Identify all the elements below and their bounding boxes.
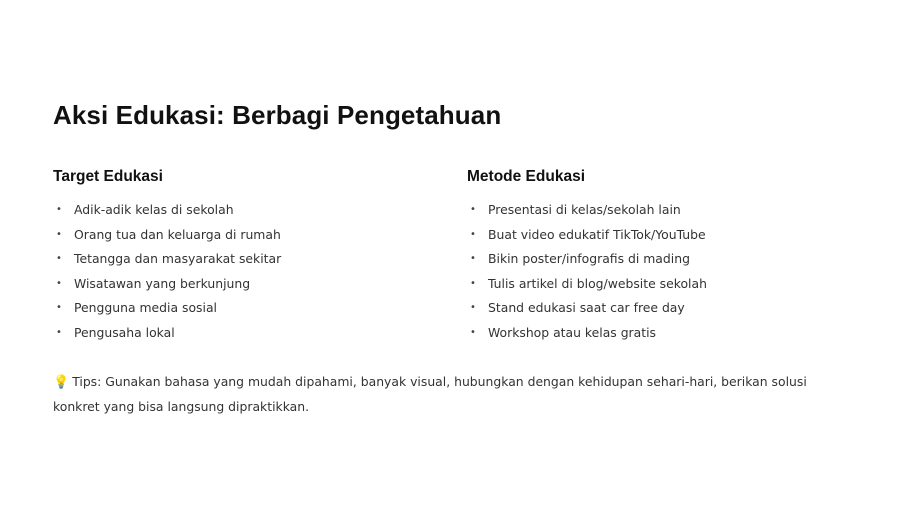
list-item-text: Pengusaha lokal xyxy=(74,324,175,340)
bullet-icon: • xyxy=(470,302,476,314)
metode-edukasi-column xyxy=(467,166,847,346)
bullet-icon: • xyxy=(56,228,62,240)
list-item-text: Pengguna media sosial xyxy=(74,300,217,316)
metode-edukasi-heading: Metode Edukasi xyxy=(467,168,585,185)
bullet-icon: • xyxy=(470,228,476,240)
list-item-text: Presentasi di kelas/sekolah lain xyxy=(488,202,681,217)
list-item xyxy=(53,321,433,346)
list-item-text: Workshop atau kelas gratis xyxy=(488,324,656,340)
tips-paragraph xyxy=(53,370,853,419)
list-item xyxy=(467,321,847,346)
bullet-icon: • xyxy=(470,204,476,215)
list-item-text: Adik-adik kelas di sekolah xyxy=(74,202,234,217)
bullet-icon: • xyxy=(56,302,62,314)
list-item xyxy=(467,198,847,223)
list-item-text: Bikin poster/infografis di mading xyxy=(488,251,690,267)
bullet-icon: • xyxy=(470,253,476,265)
bullet-icon: • xyxy=(56,326,62,338)
list-item-text: Buat video edukatif TikTok/YouTube xyxy=(488,226,706,242)
list-item-text: Wisatawan yang berkunjung xyxy=(74,275,251,291)
list-item-text: Tetangga dan masyarakat sekitar xyxy=(74,251,282,267)
list-item xyxy=(53,247,433,272)
list-item xyxy=(467,223,847,248)
target-edukasi-heading: Target Edukasi xyxy=(53,168,163,185)
tips-text: Tips: Gunakan bahasa yang mudah dipahami, banyak visual, hubungkan dengan kehidupan sehari-hari, berikan solusi konkret yang bisa langsung dipraktikkan. xyxy=(53,374,807,415)
list-item xyxy=(53,272,433,297)
bullet-icon: • xyxy=(56,204,62,215)
list-item xyxy=(467,296,847,321)
list-item xyxy=(467,272,847,297)
list-item xyxy=(53,223,433,248)
metode-edukasi-list xyxy=(467,198,847,346)
target-edukasi-column xyxy=(53,166,433,346)
bullet-icon: • xyxy=(470,326,476,338)
list-item-text: Tulis artikel di blog/website sekolah xyxy=(488,275,707,291)
list-item-text: Orang tua dan keluarga di rumah xyxy=(74,226,281,242)
bullet-icon: • xyxy=(56,277,62,289)
target-edukasi-list xyxy=(53,198,433,346)
slide-title: Aksi Edukasi: Berbagi Pengetahuan xyxy=(53,100,502,130)
bullet-icon: • xyxy=(56,253,62,265)
bullet-icon: • xyxy=(470,277,476,289)
list-item xyxy=(53,296,433,321)
list-item-text: Stand edukasi saat car free day xyxy=(488,300,685,316)
lightbulb-icon: 💡 xyxy=(53,375,70,391)
list-item xyxy=(467,247,847,272)
list-item xyxy=(53,198,433,223)
